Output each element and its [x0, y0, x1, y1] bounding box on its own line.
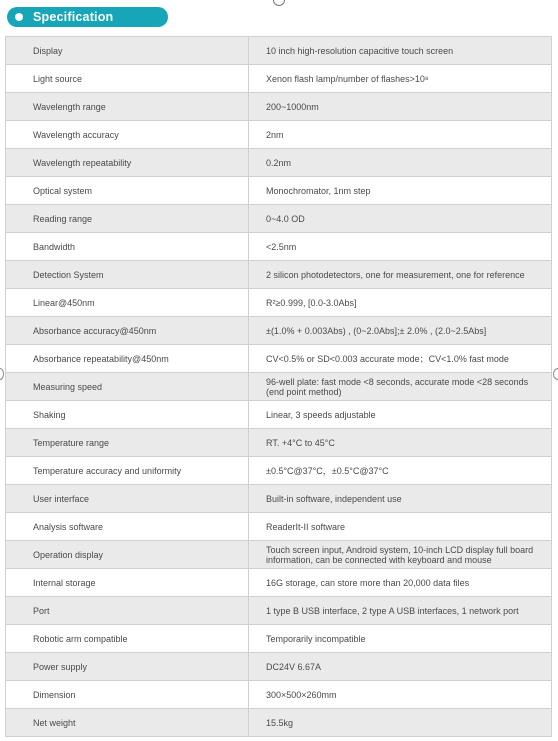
spec-value: RT. +4°C to 45°C: [249, 429, 552, 457]
spec-value: 96-well plate: fast mode <8 seconds, accurate mode <28 seconds (end point method): [249, 373, 552, 401]
spec-row: [6, 681, 552, 709]
spec-label: Optical system: [6, 177, 249, 205]
spec-value: 16G storage, can store more than 20,000 data files: [249, 569, 552, 597]
spec-value: Monochromator, 1nm step: [249, 177, 552, 205]
spec-row: [6, 205, 552, 233]
spec-label: Robotic arm compatible: [6, 625, 249, 653]
spec-value: ±(1.0% + 0.003Abs) , (0~2.0Abs];± 2.0% , (2.0~2.5Abs]: [249, 317, 552, 345]
right-edge-handle-icon: [553, 368, 558, 380]
spec-value: Xenon flash lamp/number of flashes>10⁸: [249, 65, 552, 93]
section-title: Specification: [33, 10, 114, 24]
spec-label: Temperature accuracy and uniformity: [6, 457, 249, 485]
spec-row: [6, 653, 552, 681]
spec-value: 10 inch high-resolution capacitive touch screen: [249, 37, 552, 65]
spec-label: Light source: [6, 65, 249, 93]
spec-label: Power supply: [6, 653, 249, 681]
left-edge-handle-icon: [0, 368, 4, 380]
spec-label: Display: [6, 37, 249, 65]
spec-row: [6, 597, 552, 625]
specification-table: [5, 36, 552, 737]
section-header: [7, 7, 168, 27]
spec-label: Port: [6, 597, 249, 625]
spec-row: [6, 541, 552, 569]
spec-row: [6, 457, 552, 485]
spec-row: [6, 513, 552, 541]
spec-label: Linear@450nm: [6, 289, 249, 317]
spec-value: 0.2nm: [249, 149, 552, 177]
spec-label: Internal storage: [6, 569, 249, 597]
spec-label: Operation display: [6, 541, 249, 569]
spec-value: CV<0.5% or SD<0.003 accurate mode；CV<1.0% fast mode: [249, 345, 552, 373]
spec-value: Linear, 3 speeds adjustable: [249, 401, 552, 429]
spec-value: DC24V 6.67A: [249, 653, 552, 681]
spec-row: [6, 65, 552, 93]
spec-value: 0~4.0 OD: [249, 205, 552, 233]
spec-label: Absorbance accuracy@450nm: [6, 317, 249, 345]
spec-value: 200~1000nm: [249, 93, 552, 121]
bullet-dot-icon: [15, 13, 23, 21]
spec-label: Detection System: [6, 261, 249, 289]
spec-row: [6, 261, 552, 289]
spec-value: R²≥0.999, [0.0-3.0Abs]: [249, 289, 552, 317]
spec-label: Wavelength repeatability: [6, 149, 249, 177]
spec-row: [6, 289, 552, 317]
spec-label: Analysis software: [6, 513, 249, 541]
spec-row: [6, 233, 552, 261]
spec-value: 2nm: [249, 121, 552, 149]
spec-row: [6, 569, 552, 597]
spec-label: Reading range: [6, 205, 249, 233]
spec-value: 300×500×260mm: [249, 681, 552, 709]
spec-label: Temperature range: [6, 429, 249, 457]
spec-label: Shaking: [6, 401, 249, 429]
spec-label: Wavelength accuracy: [6, 121, 249, 149]
spec-row: [6, 149, 552, 177]
spec-row: [6, 37, 552, 65]
spec-value: <2.5nm: [249, 233, 552, 261]
spec-label: Dimension: [6, 681, 249, 709]
scroll-handle-icon: [273, 0, 285, 6]
spec-row: [6, 93, 552, 121]
spec-value: 15.5kg: [249, 709, 552, 737]
spec-row: [6, 709, 552, 737]
spec-label: Net weight: [6, 709, 249, 737]
spec-label: Absorbance repeatability@450nm: [6, 345, 249, 373]
spec-value: ±0.5°C@37°C，±0.5°C@37°C: [249, 457, 552, 485]
spec-row: [6, 429, 552, 457]
spec-label: Bandwidth: [6, 233, 249, 261]
spec-row: [6, 317, 552, 345]
spec-row: [6, 625, 552, 653]
spec-value: 1 type B USB interface, 2 type A USB interfaces, 1 network port: [249, 597, 552, 625]
spec-row: [6, 121, 552, 149]
spec-value: Temporarily incompatible: [249, 625, 552, 653]
spec-value: Built-in software, independent use: [249, 485, 552, 513]
spec-value: Touch screen input, Android system, 10-inch LCD display full board information, can be connected with keyboard and mouse: [249, 541, 552, 569]
spec-label: Measuring speed: [6, 373, 249, 401]
spec-label: User interface: [6, 485, 249, 513]
spec-row: [6, 401, 552, 429]
spec-label: Wavelength range: [6, 93, 249, 121]
spec-row: [6, 177, 552, 205]
spec-value: 2 silicon photodetectors, one for measurement, one for reference: [249, 261, 552, 289]
spec-row: [6, 345, 552, 373]
spec-row: [6, 485, 552, 513]
spec-value: ReaderIt-II software: [249, 513, 552, 541]
spec-row: [6, 373, 552, 401]
